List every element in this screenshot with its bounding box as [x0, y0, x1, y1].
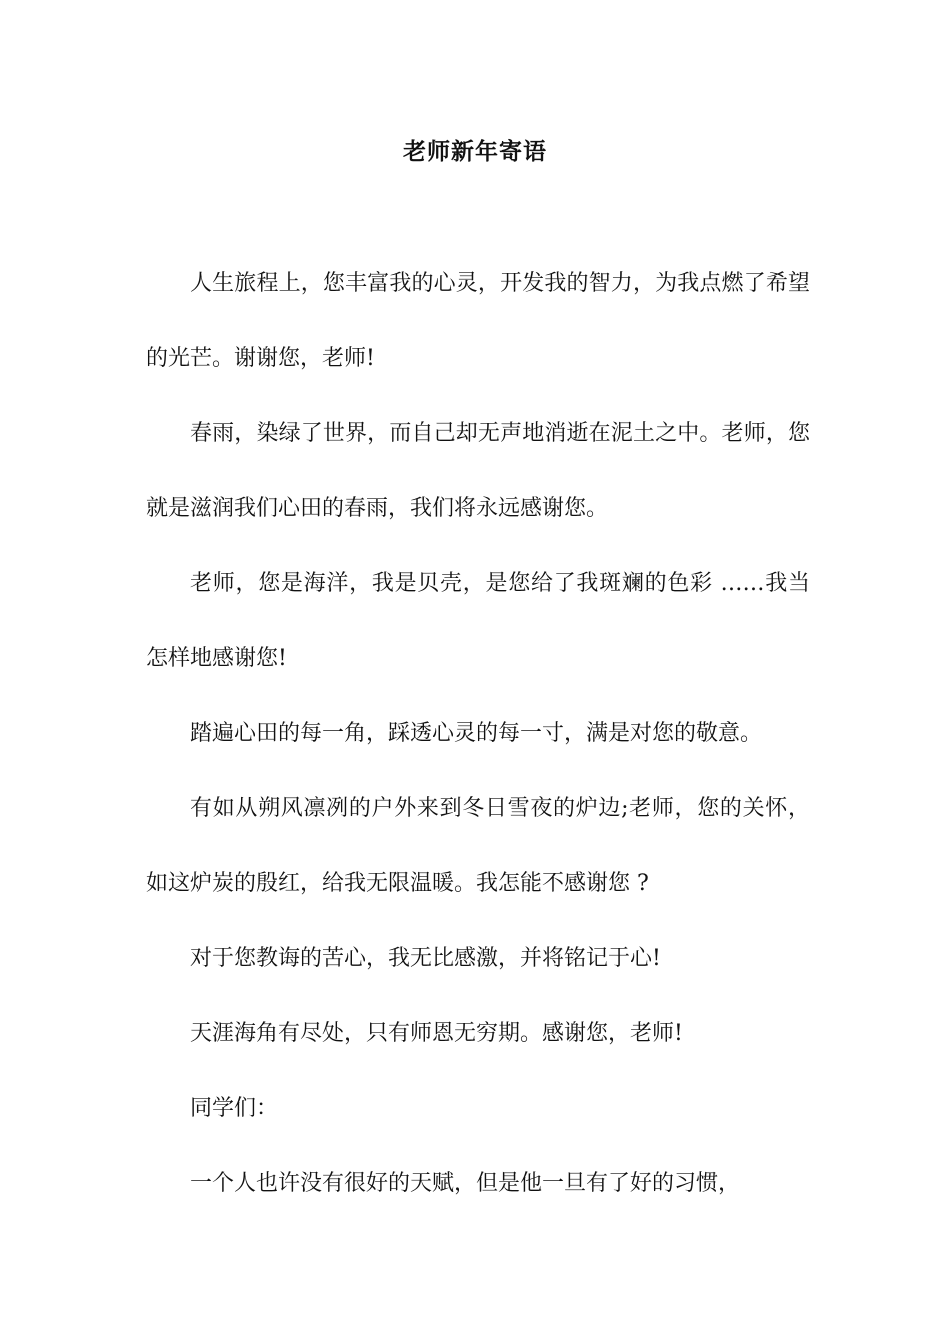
paragraph-6: 对于您教诲的苦心，我无比感激，并将铭记于心! [190, 946, 661, 971]
document-title: 老师新年寄语 [403, 139, 547, 165]
paragraph-4: 踏遍心田的每一角，踩透心灵的每一寸，满是对您的敬意。 [190, 721, 763, 746]
paragraph-7: 天涯海角有尽处，只有师恩无穷期。感谢您，老师! [190, 1021, 683, 1046]
paragraph-2: 春雨，染绿了世界，而自己却无声地消逝在泥土之中。老师，您就是滋润我们心田的春雨，我们将永远感谢您。 [146, 421, 810, 521]
document-body [146, 246, 810, 1221]
paragraph-1: 人生旅程上，您丰富我的心灵，开发我的智力，为我点燃了希望的光芒。谢谢您，老师! [146, 271, 810, 371]
paragraph-9: 一个人也许没有很好的天赋，但是他一旦有了好的习惯， [190, 1171, 741, 1196]
paragraph-5: 有如从朔风凛冽的户外来到冬日雪夜的炉边;老师，您的关怀，如这炉炭的殷红，给我无限温暖。我怎能不感谢您 ? [146, 796, 810, 896]
paragraph-3: 老师，您是海洋，我是贝壳，是您给了我斑斓的色彩 ……我当怎样地感谢您! [146, 571, 810, 671]
paragraph-8: 同学们： [190, 1096, 279, 1121]
